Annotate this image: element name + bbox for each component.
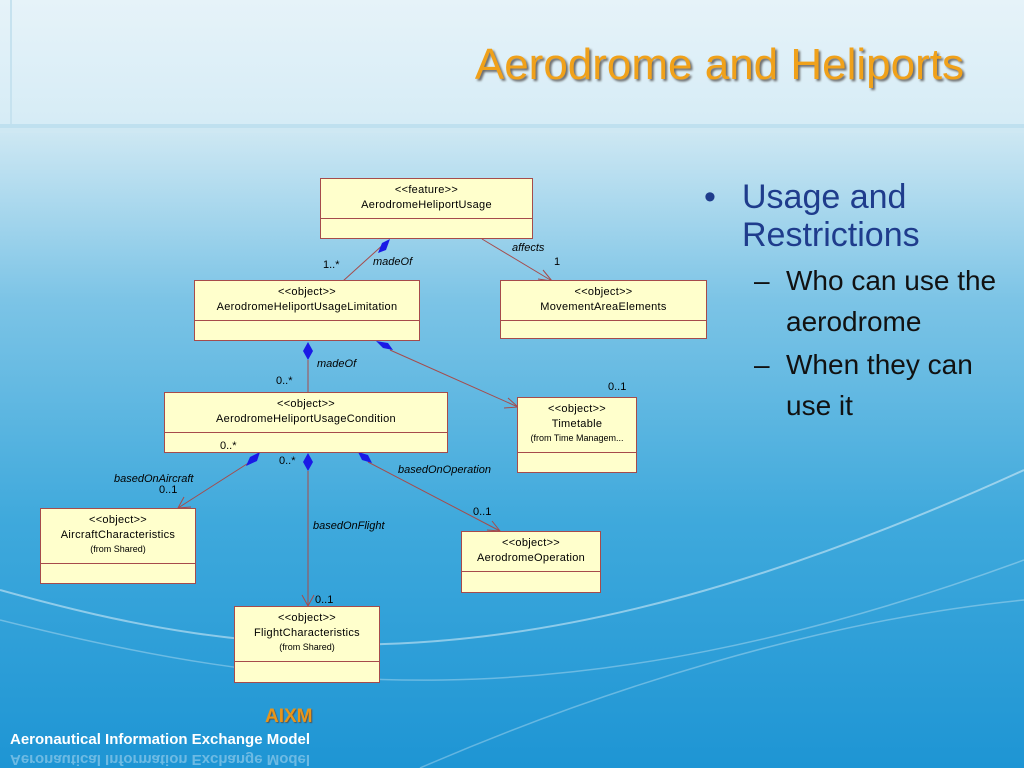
class-package: (from Shared): [90, 544, 146, 554]
footer-reflection: Aeronautical Information Exchange Model: [10, 751, 311, 768]
class-package: (from Time Managem...: [530, 433, 624, 443]
bullet-dot-icon: •: [704, 178, 716, 216]
footer-text: Aeronautical Information Exchange Model: [10, 731, 311, 748]
mult-condition-aircraft: 0..*: [220, 440, 237, 452]
class-stereotype: <<object>>: [501, 537, 561, 549]
label-affects: affects: [512, 242, 545, 254]
operation-diamond: [358, 452, 372, 463]
class-name: AerodromeHeliportUsageCondition: [216, 413, 396, 425]
mult-operation: 0..1: [473, 506, 492, 518]
class-separator: [195, 320, 419, 321]
class-name: MovementAreaElements: [540, 301, 667, 313]
mult-timetable: 0..1: [608, 381, 627, 393]
label-based-on-flight: basedOnFlight: [313, 520, 385, 532]
label-based-on-operation: basedOnOperation: [398, 464, 491, 476]
mult-affects: 1: [554, 256, 561, 268]
aircraft-diamond: [246, 452, 260, 466]
brand-logo: AIXM: [265, 706, 313, 727]
class-stereotype: <<object>>: [547, 403, 607, 415]
class-separator: [518, 452, 636, 453]
class-aircraft-characteristics[interactable]: [40, 508, 196, 584]
class-separator: [165, 432, 447, 433]
aircraft-line: [178, 462, 250, 508]
sub-bullet-text: When they can use it: [786, 349, 973, 421]
class-movement-area-elements[interactable]: [500, 280, 707, 339]
sub-bullet-item: [700, 260, 1010, 342]
timetable-diamond: [376, 341, 393, 350]
slide-title: Aerodrome and Heliports: [474, 40, 964, 89]
class-usage-limitation[interactable]: [194, 280, 420, 341]
mult-condition-flight: 0..*: [279, 455, 296, 467]
class-separator: [462, 571, 600, 572]
class-name: Timetable: [551, 418, 603, 430]
class-stereotype: <<object>>: [277, 286, 337, 298]
class-separator: [235, 661, 379, 662]
label-based-on-aircraft: basedOnAircraft: [114, 473, 194, 485]
class-name: AerodromeOperation: [476, 552, 586, 564]
class-name: FlightCharacteristics: [254, 627, 360, 639]
mult-madeof-2: 0..*: [276, 375, 293, 387]
madeof-diamond-2: [303, 342, 313, 360]
class-flight-characteristics[interactable]: [234, 606, 380, 683]
sub-bullet-item: [700, 344, 1010, 426]
class-separator: [501, 320, 706, 321]
bullet-text: Usage and Restrictions: [742, 178, 920, 254]
flight-diamond: [303, 453, 313, 471]
class-package: (from Shared): [279, 642, 335, 652]
class-stereotype: <<object>>: [277, 612, 337, 624]
class-aerodrome-heliport-usage[interactable]: [320, 178, 533, 239]
mult-flight: 0..1: [315, 594, 334, 606]
class-stereotype: <<feature>>: [394, 184, 459, 196]
class-separator: [321, 218, 532, 219]
sub-bullet-text: Who can use the aerodrome: [786, 265, 997, 337]
class-timetable[interactable]: [517, 397, 637, 473]
mult-aircraft: 0..1: [159, 484, 178, 496]
class-name: AircraftCharacteristics: [60, 529, 176, 541]
class-stereotype: <<object>>: [276, 398, 336, 410]
madeof-diamond-1: [378, 239, 390, 253]
dash-icon: –: [754, 349, 770, 380]
class-separator: [41, 563, 195, 564]
label-madeof-2: madeOf: [317, 358, 357, 370]
dash-icon: –: [754, 265, 770, 296]
class-stereotype: <<object>>: [88, 514, 148, 526]
class-aerodrome-operation[interactable]: [461, 531, 601, 593]
class-name: AerodromeHeliportUsage: [361, 199, 492, 211]
class-name: AerodromeHeliportUsageLimitation: [216, 301, 398, 313]
mult-madeof-1: 1..*: [323, 259, 340, 271]
class-usage-condition[interactable]: [164, 392, 448, 453]
bullet-item: [700, 178, 1010, 254]
label-madeof-1: madeOf: [373, 256, 413, 268]
class-stereotype: <<object>>: [574, 286, 633, 298]
bullet-list: [700, 178, 1010, 426]
